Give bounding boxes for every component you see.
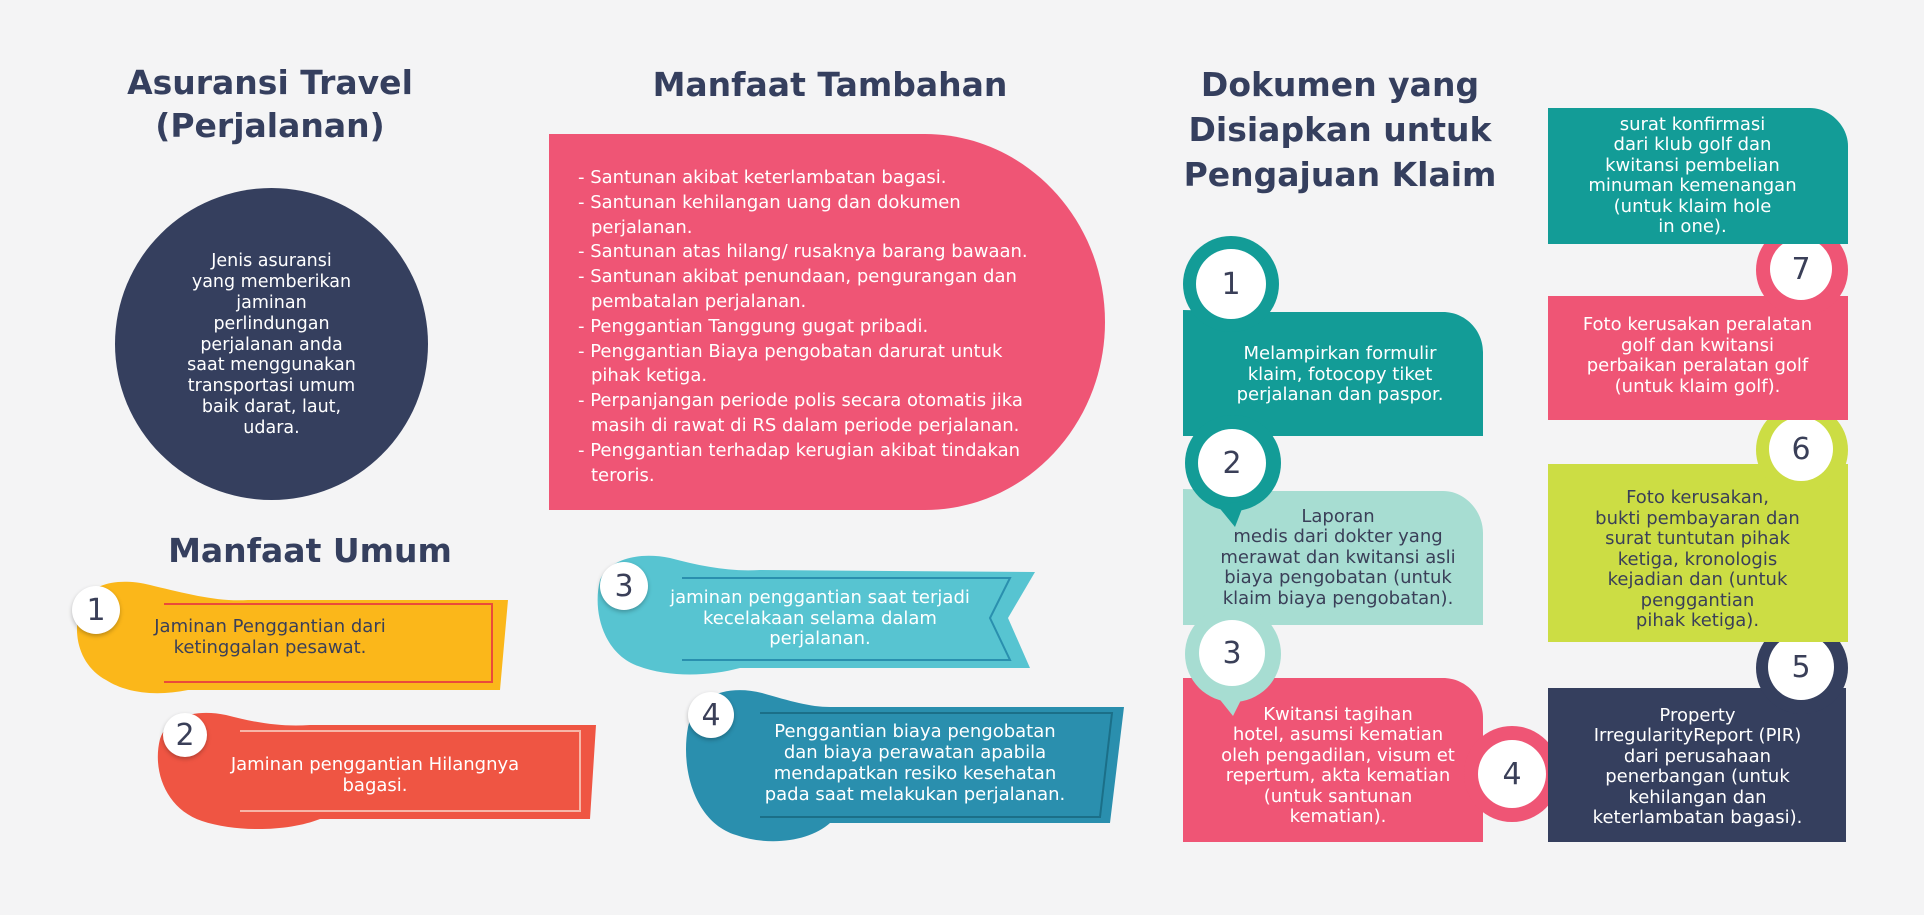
benefit-1-number: 1 [72, 586, 120, 634]
list-item: - Santunan akibat keterlambatan bagasi. [578, 167, 947, 188]
list-item: - Santunan akibat penundaan, pengurangan dan pembatalan perjalanan. [578, 266, 1017, 312]
benefit-1-text: Jaminan Penggantian dari ketinggalan pesawat. [154, 616, 386, 658]
manfaat-tambahan-title: Manfaat Tambahan [652, 65, 1008, 104]
benefit-2-text: Jaminan penggantian Hilangnya bagasi. [230, 754, 520, 796]
doc-6-text: Foto kerusakan, bukti pembayaran dan surat tuntutan pihak ketiga, kronologis kejadian dan (untuk penggantian pihak ketiga). [1595, 487, 1800, 632]
doc-2-number: 2 [1198, 429, 1266, 497]
doc-2-text: Laporan medis dari dokter yang merawat dan kwitansi asli biaya pengobatan (untuk klaim biaya pengobatan). [1220, 505, 1456, 609]
list-item: - Penggantian Tanggung gugat pribadi. [578, 315, 929, 337]
doc-8-text: surat konfirmasi dari klub golf dan kwitansi pembelian minuman kemenangan (untuk klaim hole in one). [1588, 113, 1797, 237]
doc-1-text: Melampirkan formulir klaim, fotocopy tiket perjalanan dan paspor. [1236, 342, 1444, 406]
benefit-4-number: 4 [688, 692, 734, 738]
manfaat-tambahan-list [578, 166, 1048, 488]
manfaat-umum-title: Manfaat Umum [168, 531, 452, 570]
doc-6-number: 6 [1769, 417, 1833, 481]
list-item: - Penggantian terhadap kerugian akibat tindakan teroris. [578, 439, 1021, 486]
benefit-3-text: jaminan penggantian saat terjadi kecelakaan selama dalam perjalanan. [670, 586, 970, 650]
list-item: - Perpanjangan periode polis secara otomatis jika masih di rawat di RS dalam periode perjalanan. [578, 390, 1023, 436]
benefit-2-number: 2 [163, 713, 207, 757]
list-item: - Santunan atas hilang/ rusaknya barang bawaan. [578, 241, 1028, 263]
list-item: - Penggantian Biaya pengobatan darurat untuk pihak ketiga. [578, 340, 1003, 387]
doc-4-number: 4 [1478, 740, 1546, 808]
doc-7-text: Foto kerusakan peralatan golf dan kwitansi perbaikan peralatan golf (untuk klaim golf). [1582, 314, 1813, 397]
benefit-3-number: 3 [600, 562, 648, 610]
travel-title: Asuransi Travel (Perjalanan) [127, 63, 413, 145]
doc-7-number: 7 [1770, 238, 1832, 300]
doc-3-number: 3 [1199, 620, 1265, 686]
doc-5-text: Property IrregularityReport (PIR) dari perusahaan penerbangan (untuk kehilangan dan keterlambatan bagasi). [1592, 704, 1803, 828]
doc-1-number: 1 [1196, 249, 1266, 319]
doc-3-text: Kwitansi tagihan hotel, asumsi kematian oleh pengadilan, visum et repertum, akta kematian (untuk santunan kematian). [1221, 703, 1455, 827]
definition-text: Jenis asuransi yang memberikan jaminan perlindungan perjalanan anda saat menggunakan transportasi umum baik darat, laut, udara. [187, 251, 356, 438]
benefit-4-text: Penggantian biaya pengobatan dan biaya perawatan apabila mendapatkan resiko kesehatan pada saat melakukan perjalanan. [764, 721, 1066, 805]
list-item: - Santunan kehilangan uang dan dokumen perjalanan. [578, 191, 961, 238]
doc-5-number: 5 [1768, 634, 1834, 700]
dokumen-title: Dokumen yang Disiapkan untuk Pengajuan Klaim [1183, 65, 1497, 194]
